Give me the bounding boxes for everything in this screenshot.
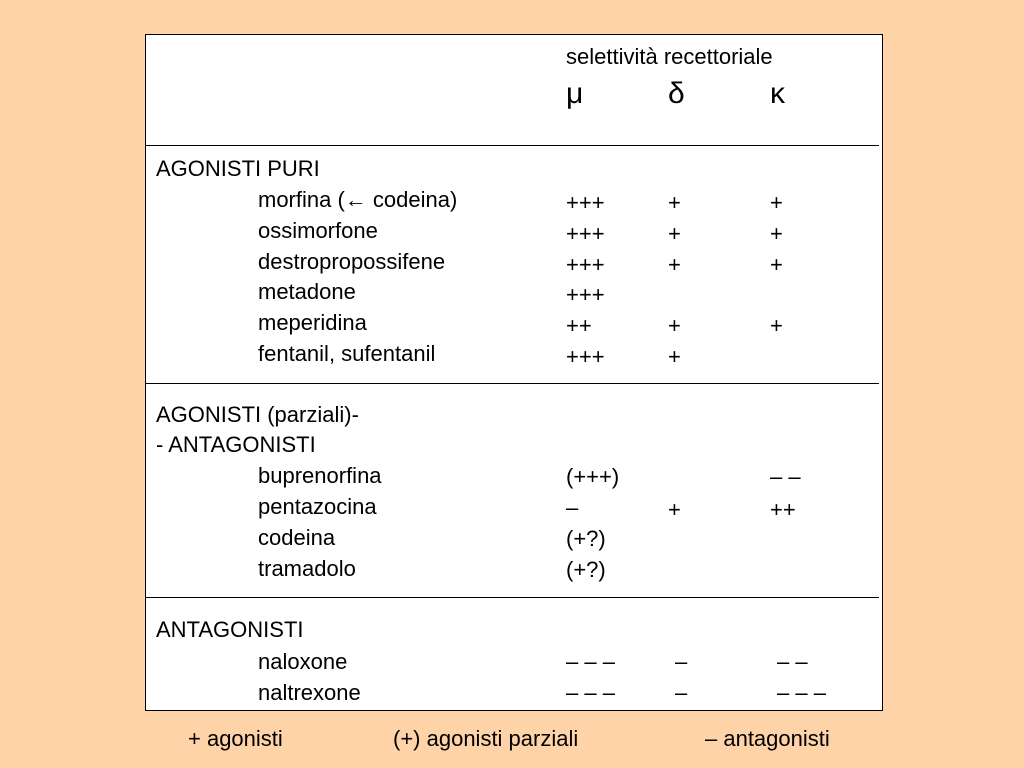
kappa-value: ++ (770, 497, 796, 522)
delta-value: + (668, 313, 681, 338)
mu-value: (+++) (566, 464, 620, 489)
drug-name: tramadolo (258, 556, 356, 581)
delta-value: + (668, 252, 681, 277)
kappa-column-header: κ (770, 77, 785, 110)
drug-name: destropropossifene (258, 249, 446, 274)
divider-header (146, 145, 879, 146)
group-title: - ANTAGONISTI (156, 432, 316, 457)
mu-value: (+?) (566, 557, 606, 582)
mu-value: +++ (566, 282, 605, 307)
delta-value: + (668, 497, 681, 522)
mu-value: ++ (566, 313, 592, 338)
mu-value: – (566, 495, 579, 520)
delta-value: + (668, 221, 681, 246)
drug-name: morfina (← codeina) (258, 187, 458, 212)
divider-group-2 (146, 597, 879, 598)
drug-name: pentazocina (258, 494, 377, 519)
drug-name: codeina (258, 525, 336, 550)
kappa-value: – – – (777, 680, 826, 705)
delta-column-header: δ (668, 77, 685, 110)
table-title: selettività recettoriale (566, 44, 773, 69)
mu-value: +++ (566, 344, 605, 369)
kappa-value: + (770, 252, 783, 277)
kappa-value: + (770, 313, 783, 338)
mu-value: +++ (566, 252, 605, 277)
drug-name: ossimorfone (258, 218, 378, 243)
legend-antagonists: – antagonisti (705, 726, 830, 751)
mu-value: – – – (566, 649, 615, 674)
drug-name: buprenorfina (258, 463, 382, 488)
mu-column-header: μ (566, 77, 584, 110)
legend-agonists: + agonisti (188, 726, 283, 751)
receptor-selectivity-table (145, 34, 883, 711)
delta-value: + (668, 190, 681, 215)
divider-group-1 (146, 383, 879, 384)
group-title: AGONISTI (parziali)- (156, 402, 359, 427)
group-title: ANTAGONISTI (156, 617, 304, 642)
drug-name: naltrexone (258, 680, 361, 705)
kappa-value: + (770, 190, 783, 215)
mu-value: – – – (566, 680, 615, 705)
mu-value: +++ (566, 190, 605, 215)
kappa-value: + (770, 221, 783, 246)
drug-name: meperidina (258, 310, 367, 335)
mu-value: +++ (566, 221, 605, 246)
mu-value: (+?) (566, 526, 606, 551)
group-title: AGONISTI PURI (156, 156, 320, 181)
delta-value: + (668, 344, 681, 369)
drug-name: metadone (258, 279, 356, 304)
kappa-value: – – (777, 649, 808, 674)
delta-value: – (675, 680, 688, 705)
kappa-value: – – (770, 464, 801, 489)
drug-name: naloxone (258, 649, 348, 674)
delta-value: – (675, 649, 688, 674)
legend-partial-agonists: (+) agonisti parziali (393, 726, 579, 751)
drug-name: fentanil, sufentanil (258, 341, 436, 366)
